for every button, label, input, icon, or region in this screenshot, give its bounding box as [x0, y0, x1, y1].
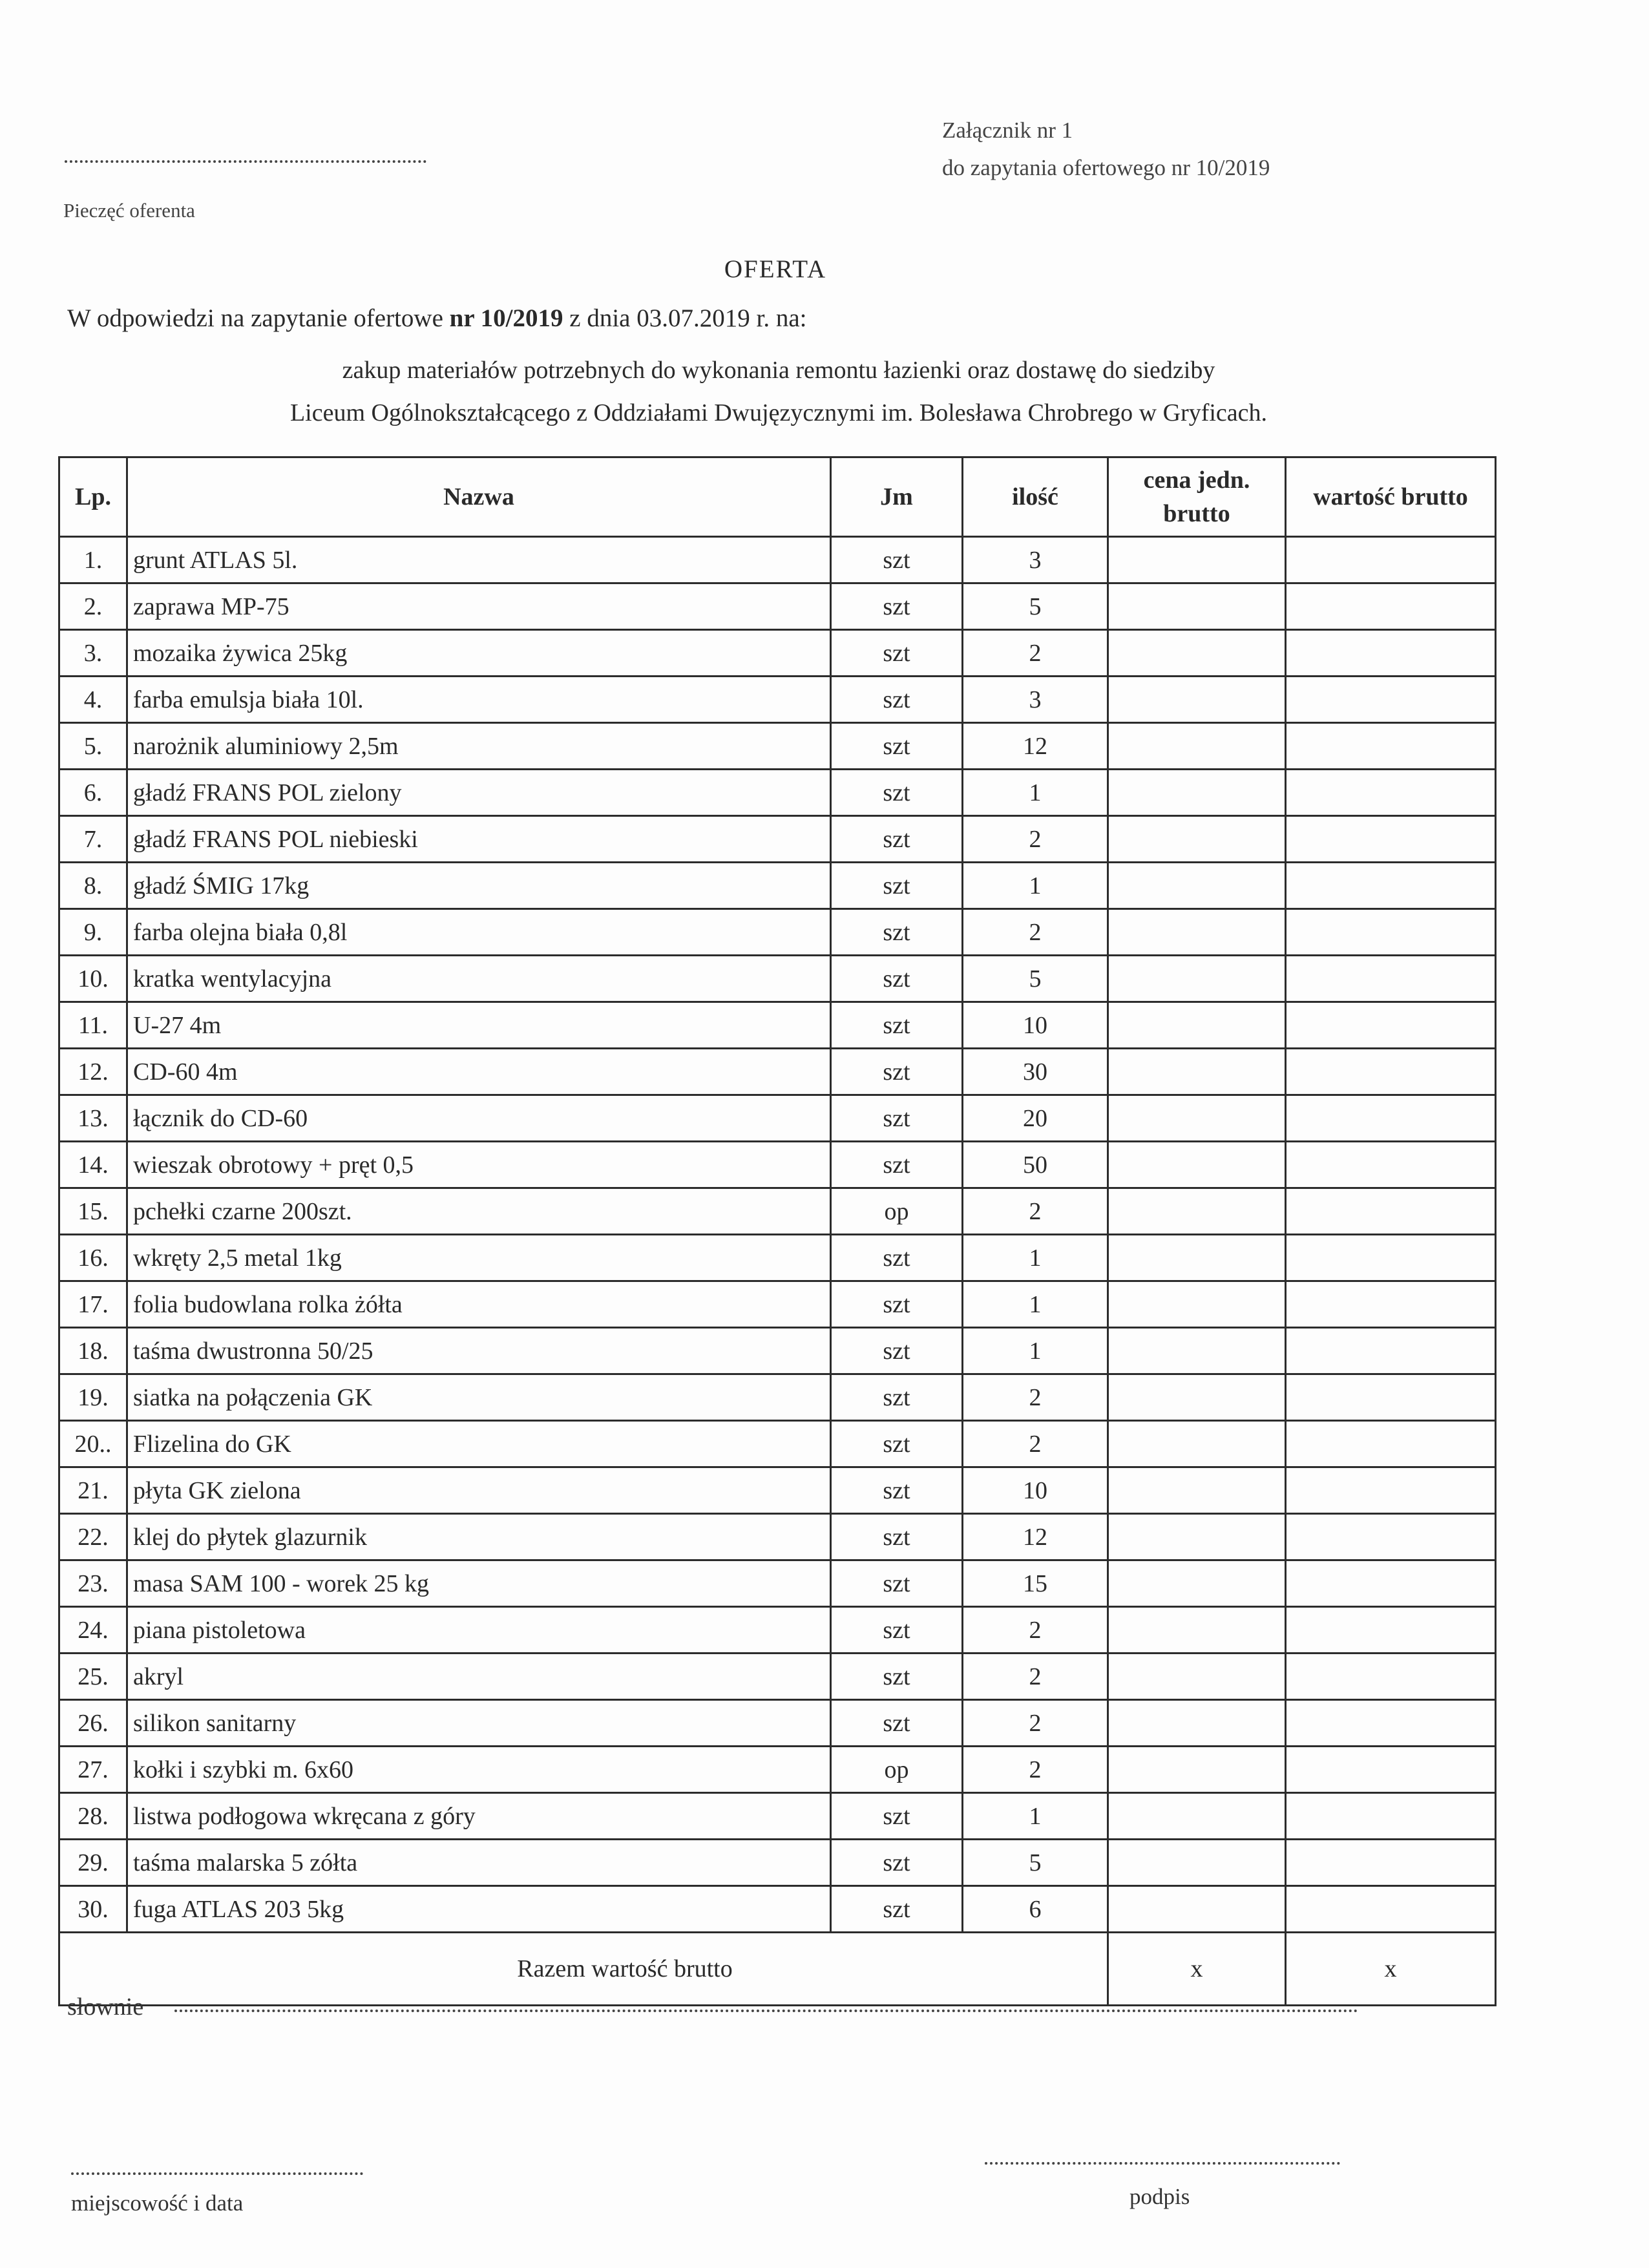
- total-label-cell: [59, 1933, 1108, 2006]
- annex-reference: do zapytania ofertowego nr 10/2019: [942, 155, 1270, 180]
- row-name: farba olejna biała 0,8l: [127, 909, 831, 956]
- row-lp: 26.: [59, 1700, 127, 1747]
- table-row: [59, 1654, 1496, 1700]
- row-name: płyta GK zielona: [127, 1467, 831, 1514]
- row-name: silikon sanitarny: [127, 1700, 831, 1747]
- annex-number: Załącznik nr 1: [942, 118, 1073, 143]
- row-unit: szt: [831, 1514, 963, 1560]
- row-unit-price[interactable]: [1108, 1560, 1286, 1607]
- row-quantity: 2: [963, 1747, 1108, 1793]
- row-quantity: 10: [963, 1002, 1108, 1049]
- document-title: OFERTA: [724, 255, 827, 283]
- row-name: farba emulsja biała 10l.: [127, 677, 831, 723]
- row-quantity: 3: [963, 677, 1108, 723]
- row-gross-value[interactable]: [1286, 770, 1496, 816]
- row-unit-price[interactable]: [1108, 816, 1286, 863]
- row-lp: 20..: [59, 1421, 127, 1467]
- row-unit: szt: [831, 1700, 963, 1747]
- row-name: wieszak obrotowy + pręt 0,5: [127, 1142, 831, 1188]
- row-quantity: 12: [963, 1514, 1108, 1560]
- row-unit-price[interactable]: [1108, 537, 1286, 583]
- table-row: [59, 1886, 1496, 1933]
- row-name: Flizelina do GK: [127, 1421, 831, 1467]
- table-body: [59, 537, 1496, 1933]
- row-lp: 18.: [59, 1328, 127, 1374]
- row-lp: 8.: [59, 863, 127, 909]
- row-quantity: 50: [963, 1142, 1108, 1188]
- row-lp: 1.: [59, 537, 127, 583]
- row-gross-value[interactable]: [1286, 1142, 1496, 1188]
- row-gross-value[interactable]: [1286, 1095, 1496, 1142]
- row-gross-value[interactable]: [1286, 1747, 1496, 1793]
- row-lp: 14.: [59, 1142, 127, 1188]
- row-lp: 23.: [59, 1560, 127, 1607]
- row-quantity: 5: [963, 956, 1108, 1002]
- row-name: gładź FRANS POL niebieski: [127, 816, 831, 863]
- row-lp: 5.: [59, 723, 127, 770]
- row-quantity: 1: [963, 1235, 1108, 1281]
- table-row: [59, 723, 1496, 770]
- header-unit-price: [1108, 457, 1286, 537]
- row-quantity: 12: [963, 723, 1108, 770]
- table-row: [59, 583, 1496, 630]
- table-row: [59, 1421, 1496, 1467]
- row-gross-value[interactable]: [1286, 583, 1496, 630]
- table-row: [59, 909, 1496, 956]
- table-row: [59, 537, 1496, 583]
- row-quantity: 3: [963, 537, 1108, 583]
- row-unit-price[interactable]: [1108, 1281, 1286, 1328]
- table-row: [59, 1235, 1496, 1281]
- row-lp: 19.: [59, 1374, 127, 1421]
- table-row: [59, 816, 1496, 863]
- table-row: [59, 1281, 1496, 1328]
- table-row: [59, 1560, 1496, 1607]
- row-gross-value[interactable]: [1286, 723, 1496, 770]
- row-unit: szt: [831, 1793, 963, 1840]
- row-unit: szt: [831, 677, 963, 723]
- row-lp: 11.: [59, 1002, 127, 1049]
- row-quantity: 2: [963, 630, 1108, 677]
- row-gross-value[interactable]: [1286, 909, 1496, 956]
- row-lp: 13.: [59, 1095, 127, 1142]
- row-unit-price[interactable]: [1108, 1235, 1286, 1281]
- table-row: [59, 863, 1496, 909]
- place-date-label: miejscowość i data: [71, 2190, 244, 2216]
- table-row: [59, 677, 1496, 723]
- row-unit-price[interactable]: [1108, 1188, 1286, 1235]
- row-unit-price[interactable]: [1108, 583, 1286, 630]
- row-name: kratka wentylacyjna: [127, 956, 831, 1002]
- row-name: folia budowlana rolka żółta: [127, 1281, 831, 1328]
- row-unit-price[interactable]: [1108, 1095, 1286, 1142]
- row-name: U-27 4m: [127, 1002, 831, 1049]
- row-quantity: 1: [963, 1793, 1108, 1840]
- row-unit: szt: [831, 1374, 963, 1421]
- row-unit-price[interactable]: [1108, 1049, 1286, 1095]
- row-unit-price[interactable]: [1108, 1607, 1286, 1654]
- offer-table: [58, 456, 1497, 2006]
- row-unit-price[interactable]: [1108, 1514, 1286, 1560]
- in-words-label: słownie: [67, 1993, 144, 2021]
- row-quantity: 2: [963, 1607, 1108, 1654]
- row-unit: szt: [831, 723, 963, 770]
- row-unit-price[interactable]: [1108, 1654, 1286, 1700]
- row-name: pchełki czarne 200szt.: [127, 1188, 831, 1235]
- intro-text: [67, 304, 806, 333]
- subject-line-2: Liceum Ogólnokształcącego z Oddziałami Dwujęzycznymi im. Bolesława Chrobrego w Gryficach.: [289, 399, 1268, 426]
- table-row: [59, 1840, 1496, 1886]
- row-name: gładź ŚMIG 17kg: [127, 863, 831, 909]
- row-gross-value[interactable]: [1286, 1886, 1496, 1933]
- row-gross-value[interactable]: [1286, 1514, 1496, 1560]
- row-unit: szt: [831, 770, 963, 816]
- row-gross-value[interactable]: [1286, 816, 1496, 863]
- row-unit: szt: [831, 1886, 963, 1933]
- table-row: [59, 1700, 1496, 1747]
- row-quantity: 1: [963, 863, 1108, 909]
- row-lp: 17.: [59, 1281, 127, 1328]
- row-gross-value[interactable]: [1286, 1002, 1496, 1049]
- row-quantity: 1: [963, 770, 1108, 816]
- row-gross-value[interactable]: [1286, 956, 1496, 1002]
- row-gross-value[interactable]: [1286, 1607, 1496, 1654]
- row-unit: szt: [831, 1142, 963, 1188]
- row-lp: 4.: [59, 677, 127, 723]
- subject-text: [0, 349, 1557, 434]
- row-unit: szt: [831, 816, 963, 863]
- row-gross-value[interactable]: [1286, 1328, 1496, 1374]
- row-lp: 27.: [59, 1747, 127, 1793]
- table-row: [59, 1188, 1496, 1235]
- row-quantity: 30: [963, 1049, 1108, 1095]
- intro-before: W odpowiedzi na zapytanie ofertowe: [67, 304, 450, 332]
- row-gross-value[interactable]: [1286, 1281, 1496, 1328]
- row-name: akryl: [127, 1654, 831, 1700]
- row-lp: 28.: [59, 1793, 127, 1840]
- table-row: [59, 1514, 1496, 1560]
- total-qty-mark: x: [1108, 1933, 1286, 2006]
- row-quantity: 2: [963, 1188, 1108, 1235]
- row-quantity: 10: [963, 1467, 1108, 1514]
- header-unit-price-line-2: brutto: [1163, 500, 1230, 527]
- row-unit-price[interactable]: [1108, 1142, 1286, 1188]
- row-unit: szt: [831, 909, 963, 956]
- row-unit-price[interactable]: [1108, 1700, 1286, 1747]
- row-unit-price[interactable]: [1108, 770, 1286, 816]
- row-lp: 24.: [59, 1607, 127, 1654]
- row-name: fuga ATLAS 203 5kg: [127, 1886, 831, 1933]
- row-quantity: 5: [963, 583, 1108, 630]
- stamp-label: Pieczęć oferenta: [63, 199, 195, 222]
- table-row: [59, 1793, 1496, 1840]
- row-unit: szt: [831, 1002, 963, 1049]
- row-unit-price[interactable]: [1108, 1374, 1286, 1421]
- row-name: łącznik do CD-60: [127, 1095, 831, 1142]
- table-row: [59, 956, 1496, 1002]
- row-quantity: 1: [963, 1328, 1108, 1374]
- row-name: masa SAM 100 - worek 25 kg: [127, 1560, 831, 1607]
- row-unit: op: [831, 1747, 963, 1793]
- row-gross-value[interactable]: [1286, 1793, 1496, 1840]
- row-name: wkręty 2,5 metal 1kg: [127, 1235, 831, 1281]
- intro-after: z dnia 03.07.2019 r. na:: [563, 304, 807, 332]
- row-quantity: 2: [963, 1654, 1108, 1700]
- header-lp: Lp.: [59, 457, 127, 537]
- row-unit: szt: [831, 956, 963, 1002]
- row-unit: szt: [831, 1654, 963, 1700]
- row-lp: 3.: [59, 630, 127, 677]
- row-unit: szt: [831, 1607, 963, 1654]
- row-lp: 2.: [59, 583, 127, 630]
- row-unit-price[interactable]: [1108, 956, 1286, 1002]
- row-gross-value[interactable]: [1286, 1374, 1496, 1421]
- table-row: [59, 1002, 1496, 1049]
- row-unit-price[interactable]: [1108, 1421, 1286, 1467]
- row-lp: 7.: [59, 816, 127, 863]
- row-unit-price[interactable]: [1108, 1793, 1286, 1840]
- row-name: gładź FRANS POL zielony: [127, 770, 831, 816]
- row-quantity: 2: [963, 909, 1108, 956]
- row-name: zaprawa MP-75: [127, 583, 831, 630]
- header-gross-value: wartość brutto: [1286, 457, 1496, 537]
- table-row: [59, 1607, 1496, 1654]
- table-row: [59, 1142, 1496, 1188]
- header-unit-price-line-1: cena jedn.: [1143, 467, 1250, 494]
- row-unit: szt: [831, 1049, 963, 1095]
- table-header-row: [59, 457, 1496, 537]
- row-name: mozaika żywica 25kg: [127, 630, 831, 677]
- row-quantity: 2: [963, 816, 1108, 863]
- row-lp: 15.: [59, 1188, 127, 1235]
- row-unit: szt: [831, 537, 963, 583]
- row-unit: szt: [831, 630, 963, 677]
- row-gross-value[interactable]: [1286, 1700, 1496, 1747]
- row-unit-price[interactable]: [1108, 909, 1286, 956]
- table-row: [59, 1467, 1496, 1514]
- table-row: [59, 1049, 1496, 1095]
- row-unit-price[interactable]: [1108, 1002, 1286, 1049]
- row-unit: szt: [831, 1840, 963, 1886]
- row-lp: 25.: [59, 1654, 127, 1700]
- row-gross-value[interactable]: [1286, 1560, 1496, 1607]
- intro-reference-number: nr 10/2019: [449, 304, 563, 332]
- row-name: taśma malarska 5 zółta: [127, 1840, 831, 1886]
- row-name: grunt ATLAS 5l.: [127, 537, 831, 583]
- table-row: [59, 1095, 1496, 1142]
- row-name: klej do płytek glazurnik: [127, 1514, 831, 1560]
- stamp-dotted-line: [65, 160, 426, 163]
- row-unit: szt: [831, 1560, 963, 1607]
- row-gross-value[interactable]: [1286, 1467, 1496, 1514]
- row-lp: 6.: [59, 770, 127, 816]
- row-gross-value[interactable]: [1286, 537, 1496, 583]
- row-unit: szt: [831, 1421, 963, 1467]
- row-name: narożnik aluminiowy 2,5m: [127, 723, 831, 770]
- row-unit: szt: [831, 1235, 963, 1281]
- row-unit-price[interactable]: [1108, 1467, 1286, 1514]
- row-lp: 16.: [59, 1235, 127, 1281]
- row-quantity: 15: [963, 1560, 1108, 1607]
- row-gross-value[interactable]: [1286, 630, 1496, 677]
- row-quantity: 2: [963, 1700, 1108, 1747]
- row-unit: op: [831, 1188, 963, 1235]
- row-unit: szt: [831, 1467, 963, 1514]
- row-unit: szt: [831, 1281, 963, 1328]
- table-row: [59, 1374, 1496, 1421]
- total-row: [59, 1933, 1496, 2006]
- total-price-mark: x: [1286, 1933, 1496, 2006]
- row-name: kołki i szybki m. 6x60: [127, 1747, 831, 1793]
- row-lp: 21.: [59, 1467, 127, 1514]
- table-row: [59, 630, 1496, 677]
- row-lp: 22.: [59, 1514, 127, 1560]
- row-unit-price[interactable]: [1108, 1747, 1286, 1793]
- row-name: CD-60 4m: [127, 1049, 831, 1095]
- in-words-dotted-line: [174, 2010, 1358, 2012]
- row-lp: 9.: [59, 909, 127, 956]
- row-quantity: 5: [963, 1840, 1108, 1886]
- row-unit: szt: [831, 583, 963, 630]
- row-gross-value[interactable]: [1286, 677, 1496, 723]
- row-quantity: 1: [963, 1281, 1108, 1328]
- row-lp: 10.: [59, 956, 127, 1002]
- table-row: [59, 1747, 1496, 1793]
- header-quantity: ilość: [963, 457, 1108, 537]
- place-date-dotted-line: [71, 2172, 363, 2175]
- row-unit-price[interactable]: [1108, 723, 1286, 770]
- signature-label: podpis: [1129, 2184, 1190, 2209]
- row-lp: 29.: [59, 1840, 127, 1886]
- table-row: [59, 1328, 1496, 1374]
- row-unit: szt: [831, 863, 963, 909]
- row-gross-value[interactable]: [1286, 1235, 1496, 1281]
- row-name: listwa podłogowa wkręcana z góry: [127, 1793, 831, 1840]
- row-unit-price[interactable]: [1108, 1886, 1286, 1933]
- row-gross-value[interactable]: [1286, 863, 1496, 909]
- row-gross-value[interactable]: [1286, 1421, 1496, 1467]
- row-unit-price[interactable]: [1108, 863, 1286, 909]
- header-unit: Jm: [831, 457, 963, 537]
- row-lp: 30.: [59, 1886, 127, 1933]
- table-row: [59, 770, 1496, 816]
- signature-dotted-line: [985, 2162, 1340, 2165]
- row-unit: szt: [831, 1095, 963, 1142]
- row-quantity: 6: [963, 1886, 1108, 1933]
- subject-line-1: zakup materiałów potrzebnych do wykonania remontu łazienki oraz dostawę do siedziby: [342, 357, 1215, 384]
- row-name: taśma dwustronna 50/25: [127, 1328, 831, 1374]
- row-name: piana pistoletowa: [127, 1607, 831, 1654]
- row-gross-value[interactable]: [1286, 1840, 1496, 1886]
- header-name: Nazwa: [127, 457, 831, 537]
- row-unit: szt: [831, 1328, 963, 1374]
- row-gross-value[interactable]: [1286, 1188, 1496, 1235]
- total-label: Razem wartość brutto: [517, 1955, 733, 1982]
- row-unit-price[interactable]: [1108, 1840, 1286, 1886]
- row-quantity: 20: [963, 1095, 1108, 1142]
- row-quantity: 2: [963, 1421, 1108, 1467]
- row-unit-price[interactable]: [1108, 1328, 1286, 1374]
- row-name: siatka na połączenia GK: [127, 1374, 831, 1421]
- row-unit-price[interactable]: [1108, 630, 1286, 677]
- row-lp: 12.: [59, 1049, 127, 1095]
- row-unit-price[interactable]: [1108, 677, 1286, 723]
- row-gross-value[interactable]: [1286, 1654, 1496, 1700]
- row-quantity: 2: [963, 1374, 1108, 1421]
- row-gross-value[interactable]: [1286, 1049, 1496, 1095]
